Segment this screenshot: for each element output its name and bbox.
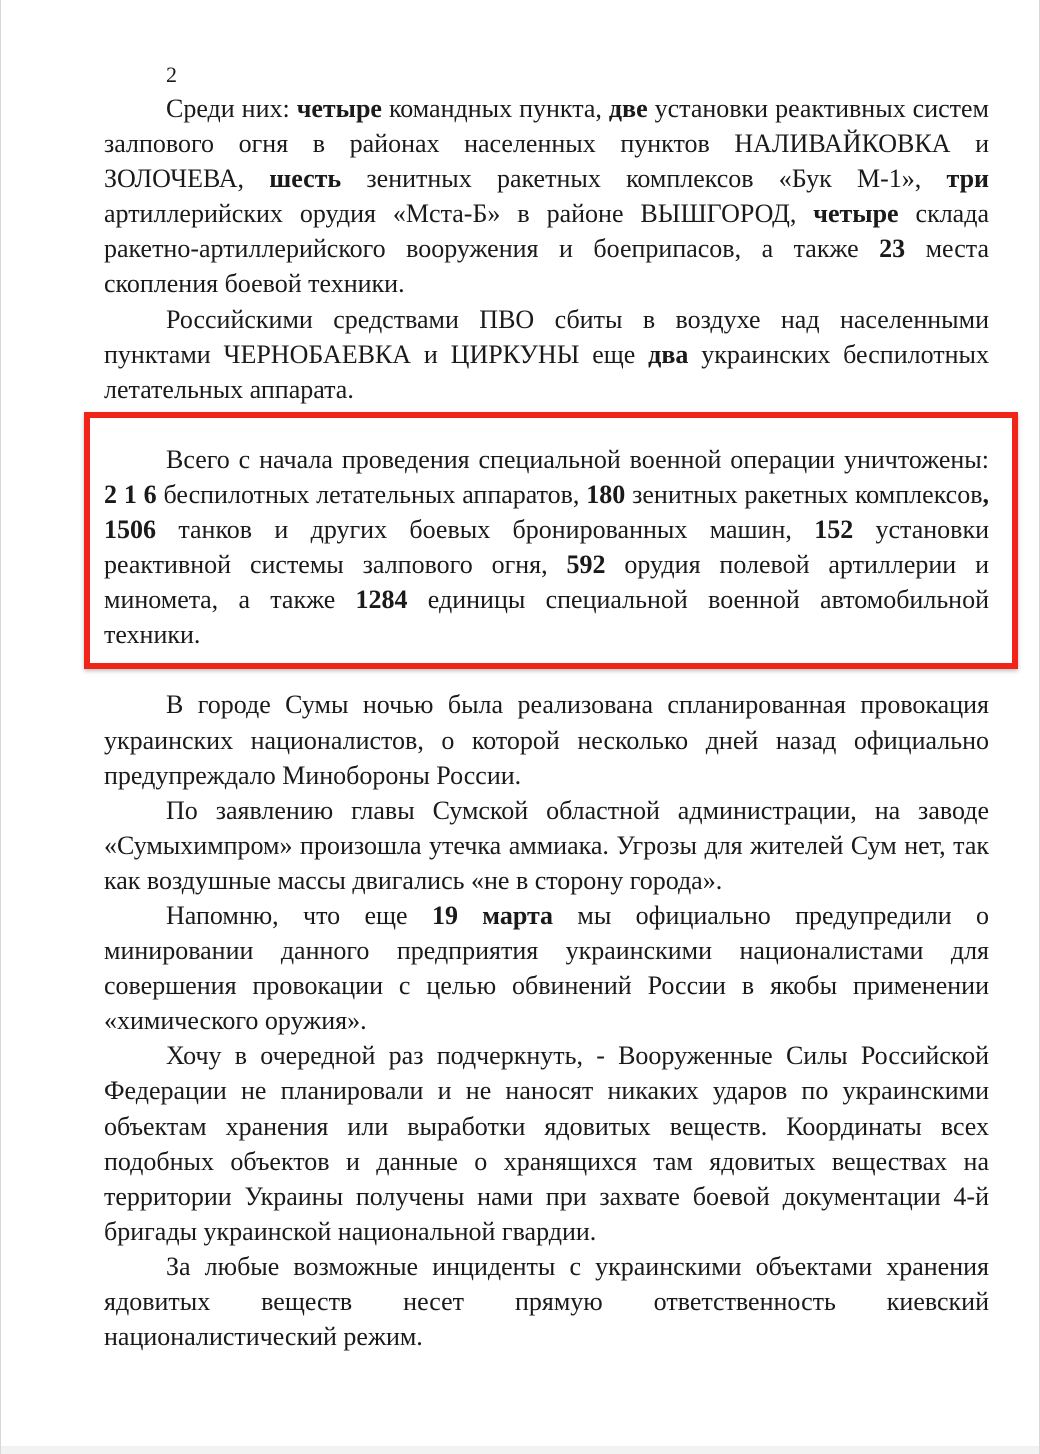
- bold-run: две: [608, 94, 648, 123]
- page-bottom-edge: [1, 1446, 1039, 1454]
- paragraph-sumy: В городе Сумы ночью была реализована спланированная провокация украинских националистов, о которой несколько дней назад официально предупреждало Минобороны России.: [104, 690, 989, 790]
- bold-run: два: [648, 339, 689, 369]
- text-run: склада ракетно-артиллерийского вооружения и боеприпасов, а также: [104, 199, 989, 264]
- text-run: установки реактивных систем залпового огня в районах населенных пунктов НАЛИВАЙКОВКА и ЗОЛОЧЕВА,: [104, 94, 990, 194]
- text-run: командных пункта,: [381, 94, 609, 123]
- text-run: орудия полевой артиллерии и минометa, а также: [104, 550, 989, 615]
- bold-run: 1284: [355, 585, 408, 615]
- text-run: танков и других боевых бронированных машин,: [156, 515, 815, 545]
- text-run: украинских беспилотных летательных аппарата.: [104, 339, 989, 404]
- bold-run: 19 марта: [431, 900, 554, 930]
- bold-run: три: [946, 164, 990, 194]
- text-run: мы официально предупредили о минировании данного предприятия украинскими националистами для совершения провокации с целью обвинений России в якобы применении «химического оружия».: [104, 900, 989, 1036]
- page-number: 2: [166, 62, 177, 87]
- text-run: зенитных ракетных комплексов «Бук М-1»,: [341, 164, 947, 194]
- bold-run: 592: [566, 550, 606, 580]
- text-run: Всего с начала проведения специальной военной операции уничтожены:: [166, 444, 989, 474]
- text-run: зенитных ракетных комплексов: [625, 479, 983, 509]
- text-run: артиллерийских орудия «Мста-Б» в районе ВЫШГОРОД,: [104, 199, 814, 229]
- text-run: установки реактивной системы залпового огня,: [104, 515, 990, 580]
- bold-run: шесть: [269, 164, 342, 194]
- text-run: Среди них:: [166, 94, 297, 123]
- paragraph-statement: Хочу в очередной раз подчеркнуть, - Вооруженные Силы Российской Федерации не планировали и не наносят никаких ударов по украинскими объектам хранения или выработки ядовитых веществ. Координаты всех подобных объектов и данные о хранящихся там ядовитых веществах на территории Украины получены нами при захвате боевой документации 4-й бригады украинской национальной гвардии.: [104, 1041, 989, 1246]
- bold-run: 180: [586, 479, 626, 509]
- paragraph-air-defense: [104, 302, 989, 407]
- bold-run: четыре: [813, 199, 899, 229]
- text-run: беспилотных летательных аппаратов,: [156, 479, 587, 509]
- bold-run: четыре: [296, 94, 382, 123]
- paragraph-responsibility: За любые возможные инциденты с украинскими объектами хранения ядовитых веществ несет прямую ответственность киевский националистический режим.: [104, 1251, 989, 1352]
- bold-run: ,: [982, 479, 989, 509]
- highlight-box: [84, 412, 1018, 669]
- paragraph-reminder: [104, 898, 989, 1038]
- text-run: места скопления боевой техники.: [104, 234, 989, 299]
- text-run: Российскими средствами ПВО сбиты в воздухе над населенными пунктами ЧЕРНОБАЕВКА и ЦИРКУНЫ еще: [104, 304, 989, 369]
- bold-run: 2 1 6: [104, 479, 157, 509]
- paragraph-targets: [104, 91, 989, 302]
- text-run: Напомню, что еще: [166, 900, 432, 930]
- document-body: [104, 62, 989, 1354]
- bold-run: 23: [879, 234, 906, 264]
- bold-run: 1506: [104, 515, 156, 545]
- text-run: единицы специальной военной автомобильной техники.: [104, 585, 990, 650]
- bold-run: 152: [814, 515, 854, 545]
- paragraph-ammonia: По заявлению главы Сумской областной администрации, на заводе «Сумыхимпром» произошла утечка аммиака. Угрозы для жителей Сум нет, так как воздушные массы двигались «не в сторону города».: [104, 795, 989, 895]
